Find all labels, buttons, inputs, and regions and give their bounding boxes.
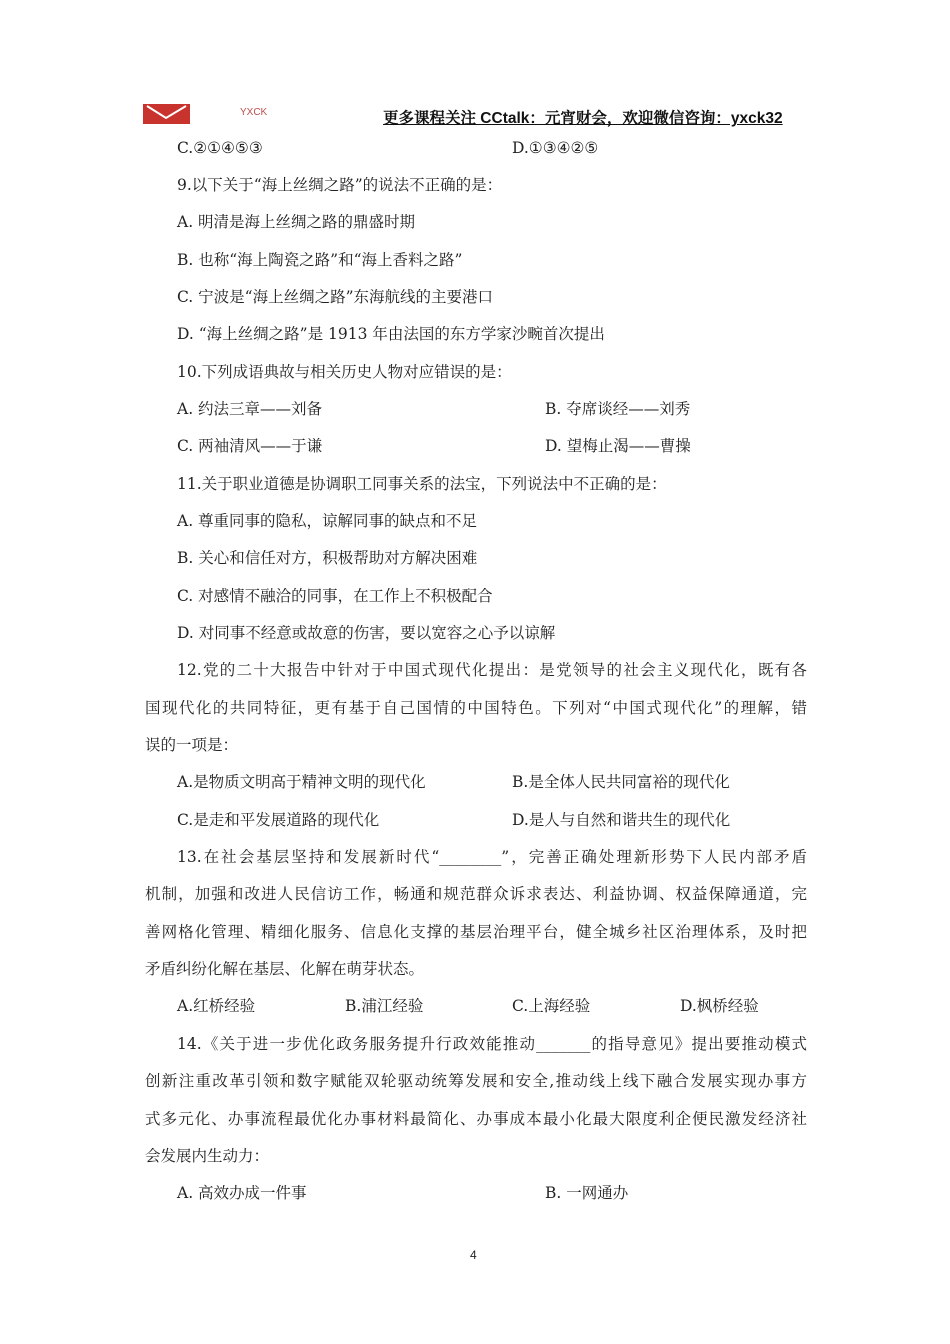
option-a: A. 高效办成一件事 <box>177 1184 307 1202</box>
question-14: 14.《关于进一步优化政务服务提升行政效能推动_______的指导意见》提出要推动模式 <box>177 1035 807 1053</box>
question-9: 9.以下关于“海上丝绸之路”的说法不正确的是： <box>177 176 503 194</box>
question-12: 12.党的二十大报告中针对于中国式现代化提出：是党领导的社会主义现代化，既有各 <box>177 661 807 679</box>
option-c: C.②①④⑤③ <box>177 139 263 157</box>
option-d: D.①③④②⑤ <box>512 139 599 157</box>
question-13-cont: 善网格化管理、精细化服务、信息化支撑的基层治理平台，健全城乡社区治理体系，及时把 <box>145 923 807 941</box>
option-a: A. 约法三章——刘备 <box>177 400 323 418</box>
option-c: C. 两袖清风——于谦 <box>177 437 323 455</box>
brand-text: YXCK <box>240 107 268 118</box>
option-b: B. 一网通办 <box>545 1184 629 1202</box>
option-c: C.是走和平发展道路的现代化 <box>177 811 380 829</box>
option-b: B. 也称“海上陶瓷之路”和“海上香料之路” <box>177 251 463 269</box>
option-b: B. 关心和信任对方，积极帮助对方解决困难 <box>177 549 478 567</box>
question-10: 10.下列成语典故与相关历史人物对应错误的是： <box>177 363 512 381</box>
option-d: D.枫桥经验 <box>680 997 759 1015</box>
question-14-cont: 创新注重改革引领和数字赋能双轮驱动统筹发展和安全,推动线上线下融合发展实现办事方 <box>145 1072 807 1090</box>
logo <box>143 104 190 124</box>
option-d: D.是人与自然和谐共生的现代化 <box>512 811 731 829</box>
option-c: C. 宁波是“海上丝绸之路”东海航线的主要港口 <box>177 288 494 306</box>
question-12-cont: 误的一项是： <box>145 736 239 754</box>
option-b: B.浦江经验 <box>345 997 424 1015</box>
question-11: 11.关于职业道德是协调职工同事关系的法宝，下列说法中不正确的是： <box>177 475 667 493</box>
page-number: 4 <box>470 1248 477 1262</box>
option-c: C.上海经验 <box>512 997 591 1015</box>
option-c: C. 对感情不融洽的同事，在工作上不积极配合 <box>177 587 493 605</box>
option-a: A.红桥经验 <box>177 997 256 1015</box>
option-a: A. 明清是海上丝绸之路的鼎盛时期 <box>177 213 416 231</box>
option-d: D. 对同事不经意或故意的伤害，要以宽容之心予以谅解 <box>177 624 556 642</box>
option-a: A.是物质文明高于精神文明的现代化 <box>177 773 426 791</box>
header-notice: 更多课程关注 CCtalk：元宵财会，欢迎微信咨询：yxck32 <box>383 110 783 127</box>
option-b: B. 夺席谈经——刘秀 <box>545 400 691 418</box>
option-d: D. 望梅止渴——曹操 <box>545 437 691 455</box>
option-a: A. 尊重同事的隐私，谅解同事的缺点和不足 <box>177 512 478 530</box>
question-13: 13.在社会基层坚持和发展新时代“________”，完善正确处理新形势下人民内部矛盾 <box>177 848 807 866</box>
question-14-cont: 式多元化、办事流程最优化办事材料最简化、办事成本最小化最大限度利企便民激发经济社 <box>145 1110 807 1128</box>
question-13-cont: 矛盾纠纷化解在基层、化解在萌芽状态。 <box>145 960 425 978</box>
question-13-cont: 机制，加强和改进人民信访工作，畅通和规范群众诉求表达、利益协调、权益保障通道，完 <box>145 885 807 903</box>
option-b: B.是全体人民共同富裕的现代化 <box>512 773 730 791</box>
option-d: D. “海上丝绸之路”是 1913 年由法国的东方学家沙畹首次提出 <box>177 325 605 343</box>
question-12-cont: 国现代化的共同特征，更有基于自己国情的中国特色。下列对“中国式现代化”的理解，错 <box>145 699 807 717</box>
question-14-cont: 会发展内生动力： <box>145 1147 270 1165</box>
